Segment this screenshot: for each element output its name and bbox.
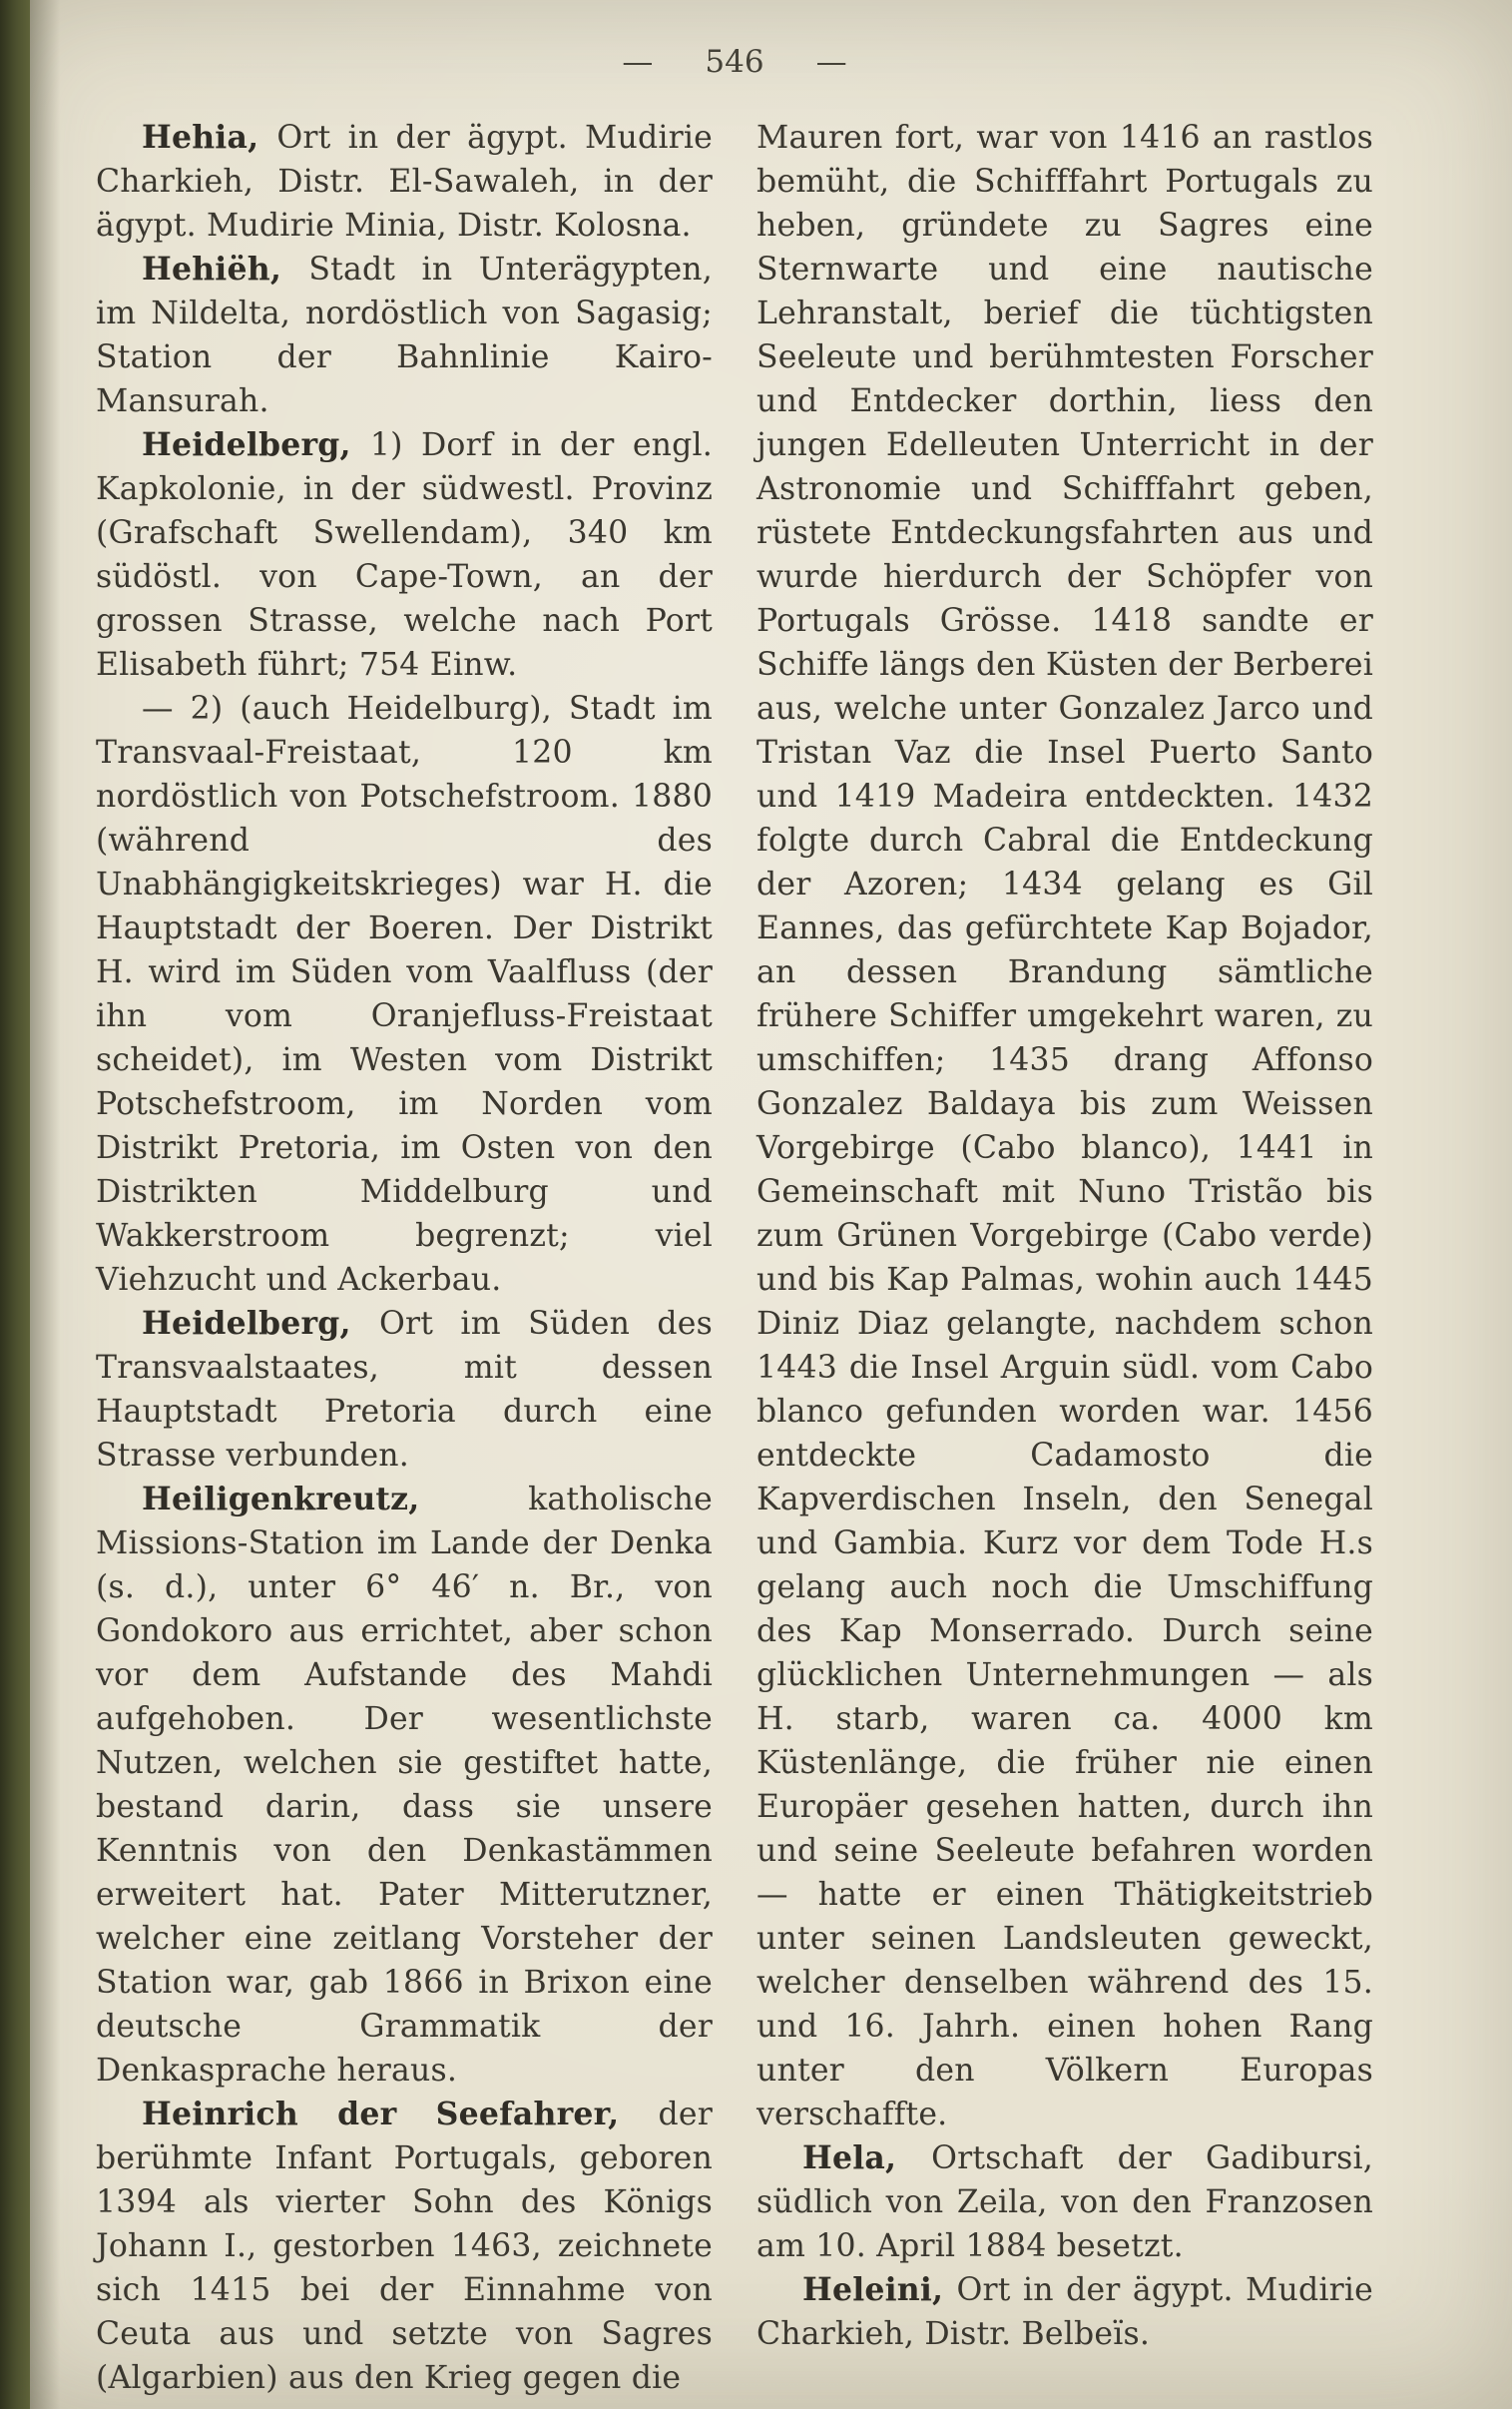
entry-text: Ortschaft der Gadibursi, südlich von Zeila, von den Franzosen am 10. April 1884 besetzt. [756, 2140, 1373, 2264]
entry-headword: Heinrich der Seefahrer, [142, 2096, 659, 2132]
entry-text: Ort in der ägypt. Mudirie Charkieh, Distr. El-Sawaleh, in der ägypt. Mudirie Minia, Distr. Kolosna. [96, 120, 713, 244]
book-binding-edge [0, 0, 30, 2409]
entry-text: 1) Dorf in der engl. Kapkolonie, in der südwestl. Provinz (Grafschaft Swellendam), 340 km südöstl. von Cape-Town, an der grossen Strasse, welche nach Port Elisabeth führt; 754 Einw. [96, 427, 713, 683]
entry-headword: Heleini, [802, 2271, 957, 2308]
header-dash-right: — [815, 44, 847, 80]
entry-text: — 2) (auch Heidelburg), Stadt im Transvaal-Freistaat, 120 km nordöstlich von Potschefstroom. 1880 (während des Unabhängigkeitskrieges) war H. die Hauptstadt der Boeren. Der Distrikt H. wird im Süden vom Vaalfluss (der ihn vom Oranjefluss-Freistaat scheidet), im Westen vom Distrikt Potschefstroom, im Norden vom Distrikt Pretoria, im Osten von den Distrikten Middelburg und Wakkerstroom begrenzt; viel Viehzucht und Ackerbau. [96, 691, 713, 1298]
entry-paragraph [96, 248, 713, 423]
entry-text: Stadt in Unterägypten, im Nildelta, nordöstlich von Sagasig; Station der Bahnlinie Kairo-Mansurah. [96, 252, 713, 419]
entry-paragraph [756, 2136, 1373, 2268]
column-left [96, 116, 713, 2400]
entry-paragraph [756, 2268, 1373, 2356]
entry-text: Ort im Süden des Transvaalstaates, mit dessen Hauptstadt Pretoria durch eine Strasse verbunden. [96, 1306, 713, 1474]
entry-text: Ort in der ägypt. Mudirie Charkieh, Distr. Belbeïs. [756, 2272, 1373, 2352]
page-number: 546 [705, 44, 764, 80]
page-header [96, 44, 1373, 80]
entry-paragraph [96, 1302, 713, 1478]
entry-paragraph [96, 2093, 713, 2400]
entry-text: katholische Missions-Station im Lande der Denka (s. d.), unter 6° 46′ n. Br., von Gondokoro aus errichtet, aber schon vor dem Aufstande des Mahdi aufgehoben. Der wesentlichste Nutzen, welchen sie gestiftet hatte, bestand darin, dass sie unsere Kenntnis von den Denkastämmen erweitert hat. Pater Mitterutzner, welcher eine zeitlang Vorsteher der Station war, gab 1866 in Brixon eine deutsche Grammatik der Denkasprache heraus. [96, 1482, 713, 2089]
entry-headword: Hehiëh, [142, 251, 309, 288]
entry-headword: Heiligenkreutz, [142, 1481, 529, 1517]
entry-paragraph [96, 116, 713, 248]
entry-headword: Heidelberg, [142, 426, 370, 463]
entry-paragraph [96, 423, 713, 687]
entry-paragraph [96, 1478, 713, 2093]
entry-text: der berühmte Infant Portugals, geboren 1394 als vierter Sohn des Königs Johann I., gestorben 1463, zeichnete sich 1415 bei der Einnahme von Ceuta aus und setzte von Sagres (Algarbien) aus den Krieg gegen die [96, 2097, 713, 2396]
entry-headword: Heidelberg, [142, 1305, 379, 1342]
header-dash-left: — [622, 44, 654, 80]
entry-headword: Hela, [802, 2139, 932, 2176]
body-paragraph [756, 116, 1373, 2136]
entry-headword: Hehia, [142, 119, 277, 156]
body-paragraph [96, 687, 713, 1302]
entry-text: Mauren fort, war von 1416 an rastlos bemüht, die Schifffahrt Portugals zu heben, gründete zu Sagres eine Sternwarte und eine nautische Lehranstalt, berief die tüchtigsten Seeleute und berühmtesten Forscher und Entdecker dorthin, liess den jungen Edelleuten Unterricht in der Astronomie und Schifffahrt geben, rüstete Entdeckungsfahrten aus und wurde hierdurch der Schöpfer von Portugals Grösse. 1418 sandte er Schiffe längs den Küsten der Berberei aus, welche unter Gonzalez Jarco und Tristan Vaz die Insel Puerto Santo und 1419 Madeira entdeckten. 1432 folgte durch Cabral die Entdeckung der Azoren; 1434 gelang es Gil Eannes, das gefürchtete Kap Bojador, an dessen Brandung sämtliche frühere Schiffer umgekehrt waren, zu umschiffen; 1435 drang Affonso Gonzalez Baldaya bis zum Weissen Vorgebirge (Cabo blanco), 1441 in Gemeinschaft mit Nuno Tristão bis zum Grünen Vorgebirge (Cabo verde) und bis Kap Palmas, wohin auch 1445 Diniz Diaz gelangte, nachdem schon 1443 die Insel Arguin südl. vom Cabo blanco gefunden worden war. 1456 entdeckte Cadamosto die Kapverdischen Inseln, den Senegal und Gambia. Kurz vor dem Tode H.s gelang auch noch die Umschiffung des Kap Monserrado. Durch seine glücklichen Unternehmungen — als H. starb, waren ca. 4000 km Küstenlänge, die früher nie einen Europäer gesehen hatten, durch ihn und seine Seeleute befahren worden — hatte er einen Thätigkeitstrieb unter seinen Landsleuten geweckt, welcher denselben während des 15. und 16. Jahrh. einen hohen Rang unter den Völkern Europas verschaffte. [756, 120, 1373, 2132]
binding-shadow [30, 0, 60, 2409]
column-right [756, 116, 1373, 2356]
